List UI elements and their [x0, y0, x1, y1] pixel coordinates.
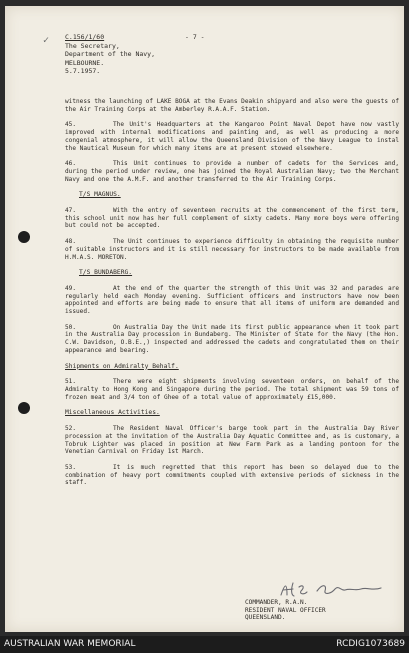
- paragraph-number: 49.: [65, 284, 77, 292]
- paragraph-53: [65, 464, 399, 487]
- punch-hole: [18, 402, 30, 414]
- paragraph-46: [65, 160, 399, 183]
- paragraph-number: 52.: [65, 425, 77, 433]
- paragraph-48: [65, 238, 399, 261]
- paragraph-text: With the entry of seventeen recruits at the commencement of the first term, this school unit now has her full complement of sixty cadets. Many more boys were offering but could not be accepted.: [65, 207, 399, 230]
- section-heading-shipments: Shipments on Admiralty Behalf.: [65, 362, 179, 370]
- paragraph-number: 51.: [65, 378, 77, 386]
- paragraph-50: [65, 324, 399, 355]
- paragraph-text: It is much regretted that this report has been so delayed due to the combination of heavy port commitments coupled with extensive periods of sickness in the staff.: [65, 463, 399, 487]
- paragraph-number: 46.: [65, 160, 77, 168]
- paragraph-49: [65, 285, 399, 316]
- signature-block: [245, 599, 326, 622]
- archive-footer: [0, 636, 409, 653]
- addressee-line: MELBOURNE.: [65, 58, 105, 67]
- paragraph-text: On Australia Day the Unit made its first public appearance when it took part in the Australia Day procession in Bundaberg. The Minister of State for the Navy (the Hon. C.W. Davidson, O.B.E.,) inspected and addressed the cadets and congratulated them on their appearance and bearing.: [65, 323, 399, 354]
- paragraph-number: 50.: [65, 323, 77, 331]
- paragraph-text: The Resident Naval Officer's barge took part in the Australia Day River procession at the invitation of the Australia Day Aquatic Committee and, as is customary, a Tobruk Lighter was placed in position at New Farm Park as a landing pontoon for the Venetian Carnival on Friday 1st March.: [65, 425, 399, 456]
- pin-mark-icon: ✓: [43, 35, 50, 46]
- page-number: - 7 -: [185, 33, 205, 41]
- document-body: [65, 98, 399, 495]
- letter-header: [65, 33, 155, 76]
- signatory-rank: COMMANDER, R.A.N.: [245, 599, 308, 606]
- handwritten-signature: [277, 579, 387, 601]
- paragraph-text: At the end of the quarter the strength of this Unit was 32 and parades are regularly held each Monday evening. Sufficient officers and instructors have now been appointed and efforts are being made to ensure that all items of uniform are demanded and issued.: [65, 284, 399, 316]
- signatory-location: QUEENSLAND.: [245, 614, 286, 622]
- paragraph-52: [65, 425, 399, 456]
- paragraph-text: This Unit continues to provide a number of cadets for the Services and, during the period under review, one has joined the Royal Australian Navy; two the Merchant Navy and one the A.M.F. and another transferred to the Air Training Corps.: [65, 160, 399, 183]
- letter-date: 5.7.1957.: [65, 67, 101, 76]
- addressee-line: The Secretary,: [65, 41, 120, 50]
- section-heading-bundaberg: T/S BUNDABERG.: [79, 269, 133, 277]
- paragraph-text: The Unit's Headquarters at the Kangaroo Point Naval Depot have now vastly improved with internal modifications and painting and, as well as producing a more congenial atmosphere, it will allow the Queensland Division of the Navy League to instal the Nautical Museum for which many items are at present stowed elsewhere.: [65, 121, 399, 152]
- document-page: [5, 6, 404, 632]
- punch-hole: [18, 231, 30, 243]
- addressee-line: Department of the Navy,: [65, 50, 156, 59]
- paragraph-number: 53.: [65, 463, 77, 471]
- section-heading-magnus: T/S MAGNUS.: [79, 191, 121, 199]
- paragraph-text: The Unit continues to experience difficulty in obtaining the requisite number of suitable instructors and it is still necessary for instructors to be made available from H.M.A.S. MORETON.: [65, 238, 399, 261]
- paragraph-text: There were eight shipments involving seventeen orders, on behalf of the Admiralty to Hong Kong and Singapore during the period. The total shipment was 59 tons of frozen meat and 3/4 ton of Ghee of a total value of approximately £15,000.: [65, 378, 399, 401]
- archive-record-id: RCDIG1073689: [336, 639, 405, 649]
- signatory-title: RESIDENT NAVAL OFFICER: [245, 606, 326, 614]
- paragraph-47: [65, 207, 399, 230]
- paragraph-51: [65, 378, 399, 401]
- section-heading-misc: Miscellaneous Activities.: [65, 409, 160, 417]
- paragraph-45: [65, 121, 399, 152]
- paragraph-number: 48.: [65, 238, 77, 246]
- intro-paragraph: witness the launching of LAKE BOGA at the Evans Deakin shipyard and also were the guests of the Air Training Corps at the Amberley R.A.A.F. Station.: [65, 98, 399, 113]
- paragraph-number: 47.: [65, 207, 77, 215]
- reference-number: C.156/1/60: [65, 33, 105, 41]
- paragraph-number: 45.: [65, 121, 77, 129]
- archive-name: AUSTRALIAN WAR MEMORIAL: [4, 639, 136, 649]
